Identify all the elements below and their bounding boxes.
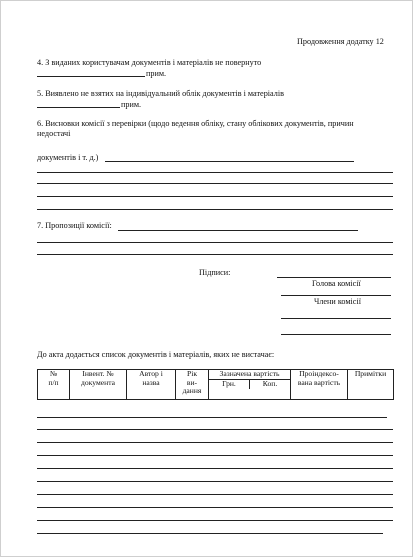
list-blank-line [37,481,393,482]
item-4-blank [37,76,145,77]
item-6-text-end: документів і т. д.) [37,153,99,162]
attachment-note: До акта додається список документів і матеріалів, яких не вистачає: [37,350,275,359]
item-6-blank-line [37,172,393,173]
col-header-stated-value: Зазначена вартість Грн. Коп. [209,370,291,400]
col-header-number: № п/п [38,370,70,400]
list-blank-line [37,507,393,508]
member-signature-line [281,318,391,319]
member-signature-line [281,295,391,296]
list-blank-line [37,533,383,534]
item-5-text: 5. Виявлено не взятих на індивідуальний облік документів і матеріалів [37,89,284,98]
head-signature-line [277,277,391,278]
item-7-label: 7. Пропозиції комісії: [37,221,112,230]
item-4-text: 4. З виданих користувачам документів і матеріалів не повернуто [37,58,262,67]
item-7-blank-first [118,230,358,231]
col-header-kopecks: Коп. [249,380,290,389]
list-blank-line [37,417,387,418]
col-header-author-title: Автор і назва [127,370,176,400]
item-7-blank-line [37,242,393,243]
item-4-unit: прим. [146,69,167,78]
item-7-blank-line [37,254,393,255]
col-header-inventory-number: Інвент. № документа [70,370,127,400]
col-header-indexed-value: Проіндексо- вана вартість [291,370,348,400]
missing-documents-table [37,369,394,400]
member-signature-line [281,334,391,335]
col-header-hryvnias: Грн. [222,379,236,388]
continuation-header: Продовження додатку 12 [297,37,384,46]
head-of-commission: Голова комісії [312,279,361,288]
item-6-blank-first [105,161,354,162]
item-6-blank-line [37,209,393,210]
list-blank-line [37,468,393,469]
commission-members: Члени комісії [314,297,361,306]
item-5-unit: прим. [121,100,142,109]
item-5-blank [37,107,120,108]
item-6-text: 6. Висновки комісії з перевірки (щодо ведення обліку, стану облікових документів, причин [37,119,354,128]
list-blank-line [37,429,393,430]
list-blank-line [37,455,393,456]
col-header-notes: Примітки [348,370,394,400]
item-6-blank-line [37,183,393,184]
signatures-label: Підписи: [199,268,231,277]
list-blank-line [37,494,393,495]
list-blank-line [37,442,393,443]
item-6-text-cont: недостачі [37,129,71,138]
item-6-blank-line [37,196,393,197]
list-blank-line [37,520,393,521]
col-header-year: Рік ви- дання [176,370,209,400]
